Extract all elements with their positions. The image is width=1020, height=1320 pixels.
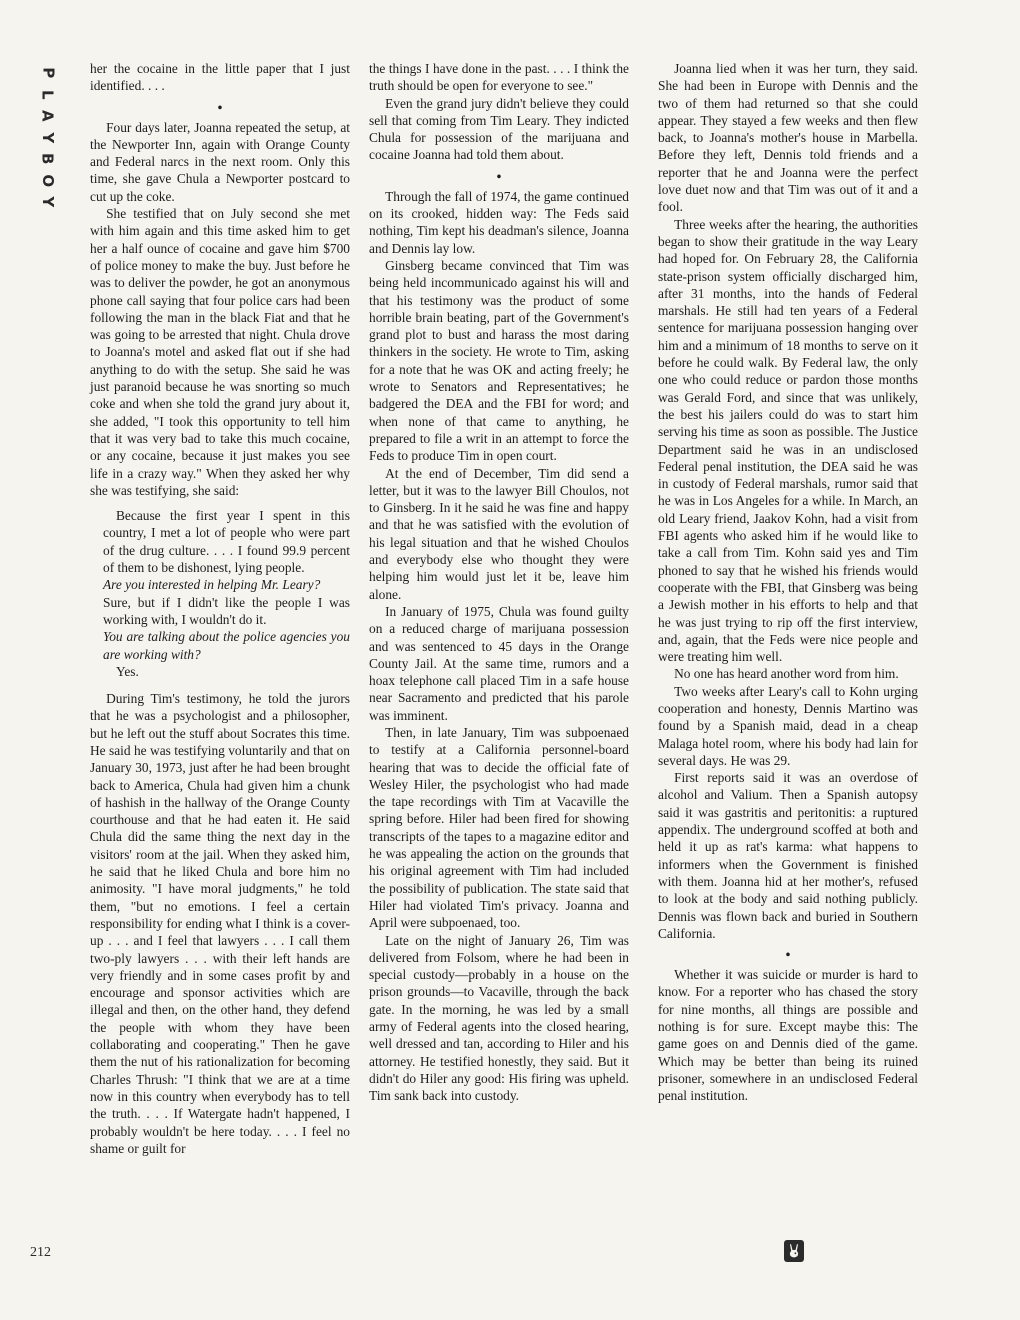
article-column-2 bbox=[369, 60, 629, 1105]
masthead-letter: Y bbox=[38, 196, 57, 208]
paragraph: Late on the night of January 26, Tim was delivered from Folsom, where he had been in special custody—probably in a house on the prison grounds—to Vacaville, through the back gate. In the morning, he was led by a small army of Federal agents into the closed hearing, well dressed and tan, according to Hiler and his attorney. He testified honestly, they said. But it didn't do Hiler any good: His firing was upheld. Tim sank back into custody. bbox=[369, 932, 629, 1104]
paragraph: No one has heard another word from him. bbox=[674, 666, 899, 682]
paragraph: Three weeks after the hearing, the authorities began to show their gratitude in the way Leary had hoped for. On February 28, the California state-prison system officially discharged him, after 31 months, into the hands of Federal marshals. He still had ten years of a Federal sentence for marijuana possession hanging over him and a minimum of 18 months to serve on it before he could walk. By Federal law, the only one who could reduce or pardon those months was Gerald Ford, and since that was unlikely, the best his jailers could do was to start him serving his time as soon as possible. The Justice Department said he was in an undisclosed Federal penal institution, the DEA said he was in custody of Federal marshals, rumor said that he was in Los Angeles for a while. In March, an old Leary friend, Jaakov Kohn, had a visit from FBI agents who asked him if he would like to take a call from Tim. Kohn said yes and Tim phoned to say that he wished his friends would cooperate with the FBI, that Ginsberg was being a Jewish mother in his efforts to help and that he was just trying to rip off the first interview, and, again, that the Feds were nice people and were treating him well. bbox=[658, 216, 918, 665]
masthead-letter: Y bbox=[38, 131, 57, 143]
section-separator: • bbox=[785, 947, 791, 963]
paragraph: In January of 1975, Chula was found guilty on a reduced charge of marijuana possession and was sentenced to 45 days in the Orange County Jail. At the same time, rumors and a hoax telephone call placed Tim in a safe house near Sacramento and predicted that his parole was imminent. bbox=[369, 603, 629, 723]
paragraph: Sure, but if I didn't like the people I was working with, I wouldn't do it. bbox=[103, 594, 350, 627]
paragraph: Even the grand jury didn't believe they could sell that coming from Tim Leary. They indicted Chula for possession of the marijuana and cocaine Joanna had told them about. bbox=[369, 95, 629, 163]
paragraph: Yes. bbox=[116, 663, 139, 679]
article-column-3 bbox=[658, 60, 918, 1105]
paragraph: Two weeks after Leary's call to Kohn urging cooperation and honesty, Dennis Martino was found by a Spanish maid, dead in a cheap Malaga hotel room, where his body had lain for several days. He was 29. bbox=[658, 683, 918, 768]
section-separator: • bbox=[496, 168, 502, 184]
paragraph: Whether it was suicide or murder is hard to know. For a reporter who has chased the story for nine months, all things are possible and nothing is for sure. Except maybe this: The game goes on and Dennis died of the game. Which may be better than being its ruined prisoner, somewhere in an undisclosed Federal penal institution. bbox=[658, 967, 918, 1104]
masthead bbox=[36, 62, 58, 213]
paragraph: Joanna lied when it was her turn, they said. She had been in Europe with Dennis and the two of them had returned so that she could appear. They stayed a few weeks and then flew back, to Joanna's mother's house in Marbella. Before they left, Dennis told friends and a reporter that he and Joanna were the perfect love duet now and that Tim was out of it and a fool. bbox=[658, 61, 918, 215]
masthead-letter: L bbox=[38, 89, 57, 100]
masthead-letter: P bbox=[38, 67, 57, 79]
paragraph: Ginsberg became convinced that Tim was being held incommunicado against his will and that his testimony was the product of some horrible brain beating, part of the Government's grand plot to bust and harass the most daring thinkers in the society. He wrote to Tim, asking for a note that he was OK and acting freely; he wrote to Senators and Representatives; he badgered the DEA and the FBI for word; and when none of that came to anything, he prepared to file a writ in an attempt to force the Feds to produce Tim in open court. bbox=[369, 257, 629, 464]
paragraph: Through the fall of 1974, the game continued on its crooked, hidden way: The Feds said nothing, Tim kept his deadman's silence, Joanna and Dennis lay low. bbox=[369, 188, 629, 256]
masthead-letter: O bbox=[38, 173, 57, 187]
paragraph: She testified that on July second she met with him again and this time asked him to get her a half ounce of cocaine and gave him $700 of police money to make the buy. Just before he was to deliver the powder, he got an anonymous phone call saying that four police cars had been following the man in the black Fiat and that he was going to be arrested that night. Chula drove to Joanna's motel and asked flat out if she had anything to do with the setup. She said he was just paranoid because he was snorting so much coke and when she told the grand jury about it, she added, "I took this opportunity to tell him that it was very bad to take this much cocaine, or any cocaine, because it just makes you see life in a crazy way." When they asked her why she was testifying, she said: bbox=[90, 206, 350, 498]
paragraph: Are you interested in helping Mr. Leary? bbox=[103, 577, 321, 593]
section-separator: • bbox=[217, 99, 223, 115]
masthead-letter: A bbox=[38, 109, 57, 122]
paragraph: Then, in late January, Tim was subpoenaed to testify at a California personnel-board hearing that was to decide the official fate of Wesley Hiler, the psychologist who had made the tape recordings with Tim at Vacaville the spring before. Hiler had been fired for showing transcripts of the tapes to a magazine editor and he was appealing the action on the grounds that his original agreement with Tim had included the possibility of publication. The state said that Hiler had violated Tim's privacy. Joanna and April were subpoenaed, too. bbox=[369, 724, 629, 931]
paragraph: You are talking about the police agencies you are working with? bbox=[103, 629, 350, 662]
article-column-1 bbox=[90, 60, 350, 1157]
paragraph: At the end of December, Tim did send a letter, but it was to the lawyer Bill Choulos, not to Ginsberg. In it he said he was fine and happy and that he was satisfied with the evolution of his legal situation and that he wished Choulos and everybody else who thought they were helping him would just let it be, leave him alone. bbox=[369, 465, 629, 602]
page-number: 212 bbox=[30, 1245, 51, 1260]
paragraph: During Tim's testimony, he told the jurors that he was a psychologist and a philosopher, but he left out the stuff about Socrates this time. He said he was testifying voluntarily and that on January 30, 1973, just after he had been brought back to America, Chula had given him a chunk of hashish in the hallway of the Orange County courthouse and that he had eaten it. He said Chula did the same thing the next day in the visitors' room at the jail. When they asked him, he said that he liked Chula and bore him no animosity. "I have moral judgments," he told them, "but no emotions. I feel a certain responsibility for ending what I think is a cover-up . . . and I feel that lawyers . . . I call them two-ply lawyers . . . with their left hands are very friendly and in some cases profit by and encourage and sponsor activities which are illegal and then, on the other hand, they defend the people with whom they have been collaborating and cooperating." Then he gave them the nut of his rationalization for becoming Charles Thrush: "I think that we are at a time now in this country when everybody has to tell the truth. . . . If Watergate hadn't happened, I probably wouldn't be here today. . . . I feel no shame or guilt for bbox=[90, 691, 350, 1156]
paragraph: the things I have done in the past. . . . I think the truth should be open for everyone to see." bbox=[369, 61, 629, 94]
masthead-letter: B bbox=[38, 153, 57, 165]
rabbit-head-end-mark-icon bbox=[784, 1240, 804, 1262]
paragraph: First reports said it was an overdose of alcohol and Valium. Then a Spanish autopsy said it was gastritis and peritonitis: a ruptured appendix. The underground scoffed at both and held it up as rat's karma: what happens to informers when the Government is finished with them. Joanna hid at her mother's, refused to look at the body and said nothing publicly. Dennis was flown back and buried in Southern California. bbox=[658, 770, 918, 941]
paragraph: her the cocaine in the little paper that I just identified. . . . bbox=[90, 61, 350, 94]
paragraph: Four days later, Joanna repeated the setup, at the Newporter Inn, again with Orange County and Federal narcs in the next room. Only this time, she gave Chula a Newporter postcard to cut up the coke. bbox=[90, 119, 350, 204]
paragraph: Because the first year I spent in this country, I met a lot of people who were part of the drug culture. . . . I found 99.9 percent of them to be dishonest, lying people. bbox=[103, 508, 350, 576]
